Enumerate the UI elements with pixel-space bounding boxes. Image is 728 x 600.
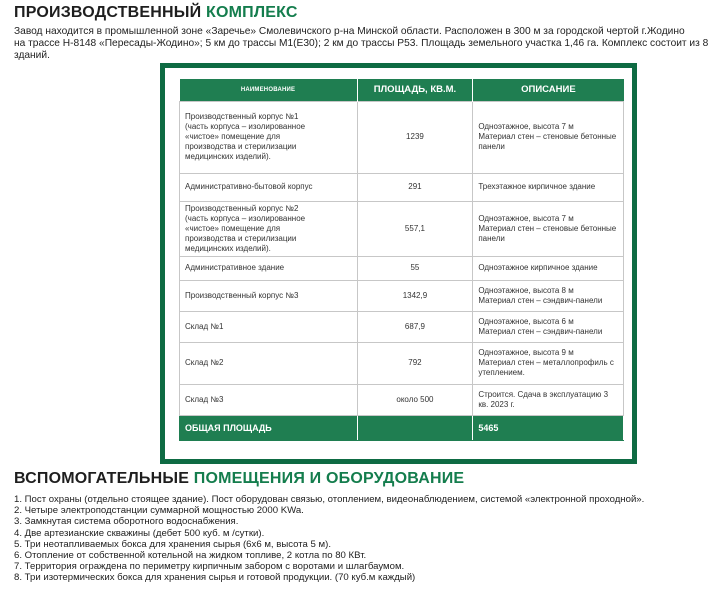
building-description — [473, 384, 624, 415]
building-name-line: Производственный корпус №3 — [185, 290, 299, 300]
total-value: 5465 — [473, 415, 624, 440]
building-description — [473, 101, 624, 173]
building-name — [180, 342, 358, 384]
building-description — [473, 173, 624, 201]
title-part-2: КОМПЛЕКС — [206, 4, 298, 21]
table-row — [180, 256, 624, 280]
building-description-line: Материал стен – металлопрофиль с — [478, 358, 614, 367]
building-description — [473, 280, 624, 311]
title-part-1: ПРОИЗВОДСТВЕННЫЙ — [14, 4, 202, 21]
section-title-part-2: ПОМЕЩЕНИЯ И ОБОРУДОВАНИЕ — [193, 470, 465, 487]
building-name-line: «чистое» помещение для — [185, 132, 281, 141]
list-item: 8. Три изотермических бокса для хранения сырья и готовой продукции. (70 куб.м каждый) — [14, 572, 416, 584]
building-description-line: Материал стен – стеновые бетонные — [478, 223, 617, 233]
list-item: 2. Четыре электроподстанции суммарной мощностью 2000 KWa. — [14, 505, 304, 517]
building-area: 1239 — [357, 101, 473, 173]
list-item: 1. Пост охраны (отдельно стоящее здание). Пост оборудован связью, отоплением, видеонаблюдением, системой «электронной проходной». — [14, 494, 645, 505]
building-name-line: медицинских изделий). — [185, 152, 271, 161]
buildings-table — [179, 79, 624, 441]
building-name — [180, 311, 358, 342]
building-description-line: Одноэтажное, высота 9 м — [478, 348, 574, 357]
building-description — [473, 311, 624, 342]
building-description-line: панели — [478, 142, 505, 151]
building-name-line: Склад №1 — [185, 321, 224, 331]
section-title — [14, 470, 464, 488]
building-description-line: Одноэтажное кирпичное здание — [478, 263, 598, 272]
building-area: 55 — [357, 256, 473, 280]
building-description-line: Строится. Сдача в эксплуатацию 3 — [478, 389, 609, 399]
table-row — [180, 173, 624, 201]
intro-line-1: Завод находится в промышленной зоне «Заречье» Смолевичского р-на Минской области. Расположен в 300 м за городской чертой г.Жодино — [14, 26, 685, 37]
building-name — [180, 173, 358, 201]
building-description-line: Одноэтажное, высота 7 м — [478, 213, 574, 223]
list-item: 7. Территория ограждена по периметру кирпичным забором с воротами и шлагбаумом. — [14, 561, 405, 573]
table-frame — [160, 63, 637, 464]
building-description — [473, 256, 624, 280]
table-header-row — [180, 79, 624, 101]
building-description-line: Трехэтажное кирпичное здание — [478, 182, 596, 191]
building-name — [180, 256, 358, 280]
building-name — [180, 101, 358, 173]
building-description-line: Материал стен – стеновые бетонные — [478, 132, 617, 141]
table-row — [180, 280, 624, 311]
building-description-line: Одноэтажное, высота 7 м — [478, 122, 574, 131]
building-name-line: медицинских изделий). — [185, 243, 271, 253]
building-name-line: Производственный корпус №1 — [185, 112, 299, 121]
building-description-line: панели — [478, 233, 505, 243]
building-name-line: Производственный корпус №2 — [185, 203, 299, 213]
building-description-line: Материал стен – сэндвич-панели — [478, 326, 603, 336]
building-description-line: кв. 2023 г. — [478, 399, 515, 409]
facilities-list — [14, 494, 644, 584]
building-name-line: производства и стерилизации — [185, 233, 297, 243]
total-spacer — [357, 415, 473, 440]
section-title-part-1: ВСПОМОГАТЕЛЬНЫЕ — [14, 470, 190, 487]
table-row — [180, 342, 624, 384]
building-area: около 500 — [357, 384, 473, 415]
building-name — [180, 201, 358, 256]
header-area: ПЛОЩАДЬ, КВ.М. — [357, 79, 473, 101]
page-title — [14, 4, 298, 22]
list-item: 3. Замкнутая система оборотного водоснабжения. — [14, 516, 239, 528]
building-name-line: Административное здание — [185, 263, 285, 272]
header-description: ОПИСАНИЕ — [473, 79, 624, 101]
total-label: ОБЩАЯ ПЛОЩАДЬ — [180, 415, 358, 440]
building-name-line: Административно-бытовой корпус — [185, 182, 313, 191]
building-name-line: «чистое» помещение для — [185, 223, 281, 233]
building-area: 291 — [357, 173, 473, 201]
total-row — [180, 415, 624, 440]
building-area: 792 — [357, 342, 473, 384]
building-area: 1342,9 — [357, 280, 473, 311]
building-description-line: Одноэтажное, высота 8 м — [478, 285, 574, 295]
list-item: 4. Две артезианские скважины (дебет 500 куб. м /сутки). — [14, 527, 265, 539]
table-row — [180, 384, 624, 415]
building-name-line: (часть корпуса – изолированное — [185, 213, 306, 223]
table-row — [180, 201, 624, 256]
table-row — [180, 101, 624, 173]
building-name-line: (часть корпуса – изолированное — [185, 122, 306, 131]
building-description-line: Одноэтажное, высота 6 м — [478, 316, 574, 326]
building-name — [180, 280, 358, 311]
building-description-line: Материал стен – сэндвич-панели — [478, 295, 603, 305]
building-area: 687,9 — [357, 311, 473, 342]
table-row — [180, 311, 624, 342]
building-area: 557,1 — [357, 201, 473, 256]
building-name-line: Склад №3 — [185, 394, 224, 404]
building-name-line: производства и стерилизации — [185, 142, 297, 151]
building-name-line: Склад №2 — [185, 358, 224, 367]
list-item: 6. Отопление от собственной котельной на жидком топливе, 2 котла по 80 КВт. — [14, 550, 367, 562]
header-name: НАИМЕНОВАНИЕ — [180, 79, 358, 101]
intro-paragraph — [14, 26, 714, 62]
building-description — [473, 201, 624, 256]
list-item: 5. Три неотапливаемых бокса для хранения сырья (6х6 м, высота 5 м). — [14, 538, 332, 550]
building-description-line: утеплением. — [478, 368, 525, 377]
building-name — [180, 384, 358, 415]
intro-line-2: на трассе Н-8148 «Пересады-Жодино»; 5 км до трассы М1(Е30); 2 км до трассы Р53. Площадь земельного участка 1,46 га. Комплекс состоит из 8 зданий. — [14, 38, 709, 61]
building-description — [473, 342, 624, 384]
